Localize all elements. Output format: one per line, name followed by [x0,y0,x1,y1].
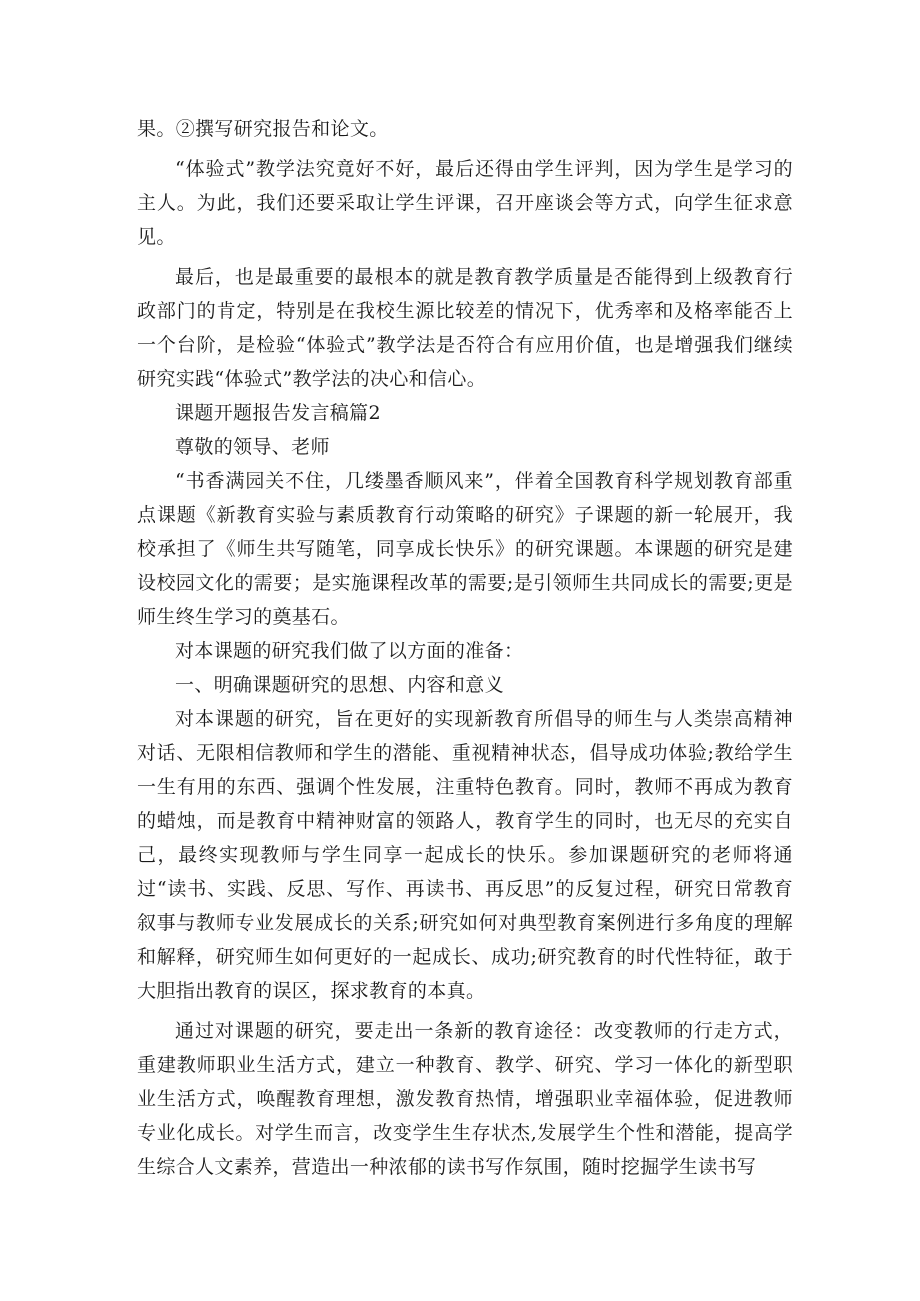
paragraph-preparation: 对本课题的研究我们做了以方面的准备： [175,640,524,662]
section-heading: 课题开题报告发言稿篇2 [175,402,381,424]
document-body [137,112,793,1184]
paragraph-intro: “书香满园关不住，几缕墨香顺风来”，伴着全国教育科学规划教育部重点课题《新教育实验与素质教育行动策略的研究》子课题的新一轮展开，我校承担了《师生共写随笔，同享成长快乐》的研究课题。本课题的研究是建设校园文化的需要；是实施课程改革的需要;是引领师生共同成长的需要;更是师生终生学习的奠基石。 [137,470,793,628]
paragraph-research-aims: 对本课题的研究，旨在更好的实现新教育所倡导的师生与人类崇高精神对话、无限相信教师和学生的潜能、重视精神状态，倡导成功体验;教给学生一生有用的东西、强调个性发展，注重特色教育。同时，教师不再成为教育的蜡烛，而是教育中精神财富的领路人，教育学生的同时，也无尽的充实自己，最终实现教师与学生同享一起成长的快乐。参加课题研究的老师将通过“读书、实践、反思、写作、再读书、再反思”的反复过程，研究日常教育叙事与教师专业发展成长的关系;研究如何对典型教育案例进行多角度的理解和解释，研究师生如何更好的一起成长、成功;研究教育的时代性特征，敢于大胆指出教育的误区，探求教育的本真。 [137,708,793,1002]
paragraph-student-evaluation: “体验式”教学法究竟好不好，最后还得由学生评判，因为学生是学习的主人。为此，我们还要采取让学生评课，召开座谈会等方式，向学生征求意见。 [137,158,793,248]
salutation: 尊敬的领导、老师 [175,436,330,458]
paragraph-continuation: 果。②撰写研究报告和论文。 [137,118,389,140]
paragraph-new-path: 通过对课题的研究，要走出一条新的教育途径：改变教师的行走方式，重建教师职业生活方式，建立一种教育、教学、研究、学习一体化的新型职业生活方式，唤醒教育理想，激发教育热情，增强职业幸福体验，促进教师专业化成长。对学生而言，改变学生生存状杰,发展学生个性和潜能，提高学生综合人文素养，营造出一种浓郁的读书写作氛围，随时挖掘学生读书写 [137,1020,793,1178]
paragraph-quality-goal: 最后，也是最重要的最根本的就是教育教学质量是否能得到上级教育行政部门的肯定，特别是在我校生源比较差的情况下，优秀率和及格率能否上一个台阶，是检验“体验式”教学法是否符合有应用价值，也是增强我们继续研究实践“体验式”教学法的决心和信心。 [137,266,793,390]
subheading-one: 一、明确课题研究的思想、内容和意义 [175,674,504,696]
